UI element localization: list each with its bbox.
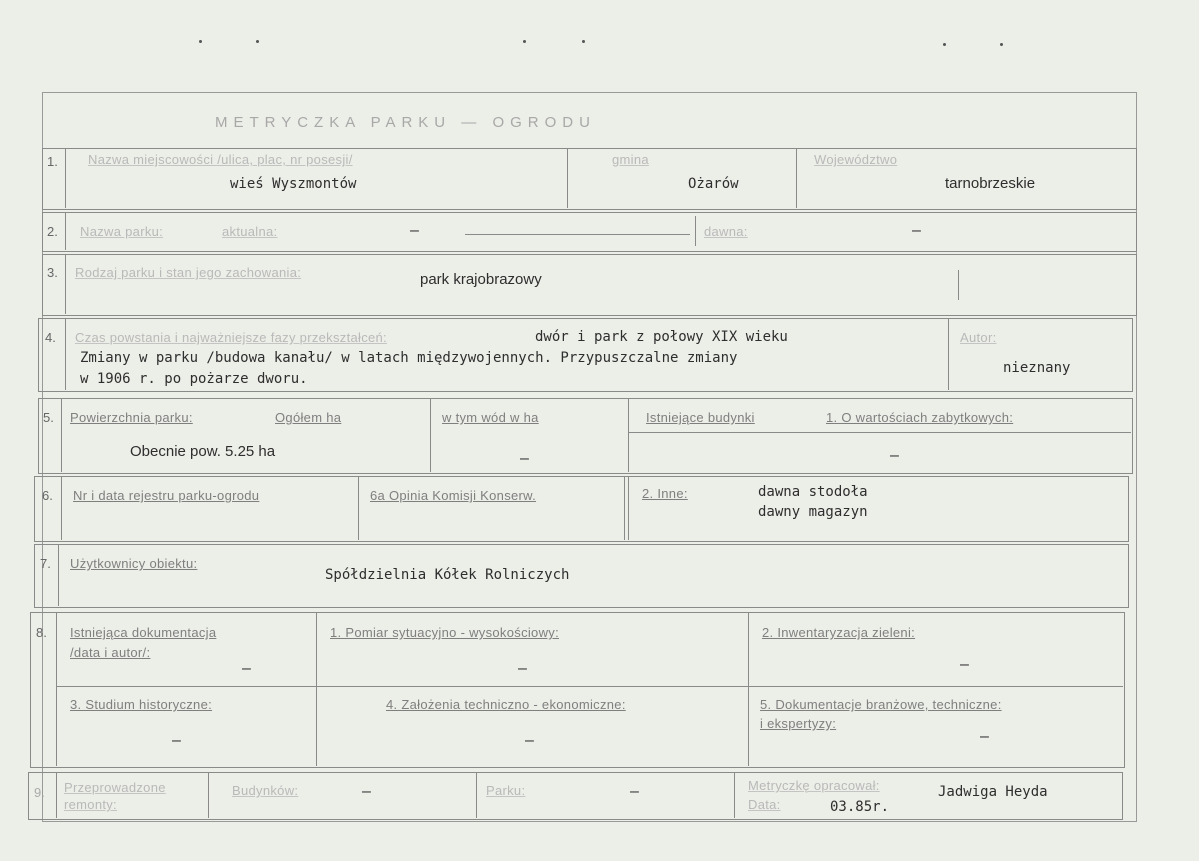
divider [476,772,477,818]
divider [628,476,629,540]
repaired-buildings-label: Budynków: [232,783,299,798]
row-number: 7. [40,556,51,571]
inventory-value: – [960,656,969,673]
repaired-park-label: Parku: [486,783,526,798]
history-line-3: w 1906 r. po pożarze dworu. [80,371,308,387]
history-line-2: Zmiany w parku /budowa kanału/ w latach międzywojennych. Przypuszczalne zmiany [80,350,738,366]
scan-speck [582,40,585,43]
survey-value: – [518,660,527,677]
divider [61,398,62,472]
row-number: 5. [43,410,54,425]
conducted-label: Przeprowadzone [64,780,166,795]
row-number: 8. [36,625,47,640]
register-label: Nr i data rejestru parku-ogrodu [73,488,260,503]
divider [624,476,625,540]
branch-docs-value: – [980,728,989,745]
park-type-value: park krajobrazowy [420,271,542,288]
scan-speck [256,40,259,43]
former-name-label: dawna: [704,224,748,239]
historic-buildings-label: 1. O wartościach zabytkowych: [826,410,1014,425]
divider [748,612,749,766]
row-number: 9. [34,785,45,800]
voivodeship-label: Województwo [814,152,898,167]
author-label: Autor: [960,330,997,345]
date-label: Data: [748,797,781,812]
survey-label: 1. Pomiar sytuacyjno - wysokościowy: [330,625,559,640]
divider [948,318,949,390]
row-6 [34,476,1129,542]
voivodeship-value: tarnobrzeskie [945,175,1036,192]
other-buildings-line-1: dawna stodoła [758,484,868,500]
divider [695,216,696,246]
row-2 [42,212,1137,252]
other-buildings-label: 2. Inne: [642,486,688,501]
row-number: 4. [45,330,56,345]
park-type-label: Rodzaj parku i stan jego zachowania: [75,265,302,280]
inventory-label: 2. Inwentaryzacja zieleni: [762,625,916,640]
divider [65,148,66,208]
current-name-value: – [410,222,419,239]
other-buildings-line-2: dawny magazyn [758,504,868,520]
repaired-buildings-value: – [362,783,371,800]
row-number: 6. [42,488,53,503]
divider [358,476,359,540]
author-value: nieznany [1003,360,1071,376]
scan-speck [943,43,946,46]
row-number: 2. [47,224,58,239]
divider [58,544,59,606]
branch-docs-label-2: i ekspertyzy: [760,716,837,731]
scan-speck [1000,43,1003,46]
history-label: Czas powstania i najważniejsze fazy przekształceń: [75,330,387,345]
prepared-by-label: Metryczkę opracował: [748,778,880,793]
total-ha-label: Ogółem ha [275,410,342,425]
users-value: Spółdzielnia Kółek Rolniczych [325,567,570,583]
prepared-by-value: Jadwiga Heyda [938,784,1048,800]
opinion-label: 6a Opinia Komisji Konserw. [370,488,537,503]
divider [65,254,66,314]
gmina-label: gmina [612,152,649,167]
divider [465,234,690,235]
divider [796,148,797,208]
location-label: Nazwa miejscowości /ulica, plac, nr posesji/ [88,152,353,167]
row-3 [42,254,1137,316]
repaired-park-value: – [630,783,639,800]
history-line-1: dwór i park z połowy XIX wieku [535,329,788,345]
technical-label: 4. Założenia techniczno - ekonomiczne: [386,697,626,712]
study-label: 3. Studium historyczne: [70,697,213,712]
study-value: – [172,732,181,749]
divider [628,432,1131,433]
documentation-value: – [242,660,251,677]
park-name-label: Nazwa parku: [80,224,164,239]
divider [65,212,66,250]
area-value: Obecnie pow. 5.25 ha [130,443,276,460]
water-label: w tym wód w ha [442,410,539,425]
technical-value: – [525,732,534,749]
row-number: 1. [47,154,58,169]
users-label: Użytkownicy obiektu: [70,556,198,571]
area-label: Powierzchnia parku: [70,410,193,425]
branch-docs-label: 5. Dokumentacje branżowe, techniczne: [760,697,1002,712]
scan-speck [199,40,202,43]
divider [61,476,62,540]
documentation-label: Istniejąca dokumentacja [70,625,217,640]
divider [56,686,1123,687]
divider [628,398,629,472]
row-number: 3. [47,265,58,280]
divider [734,772,735,818]
divider [65,318,66,390]
form-title: METRYCZKA PARKU — OGRODU [215,114,596,131]
conducted-label-2: remonty: [64,797,117,812]
water-value: – [520,450,529,467]
row-7 [34,544,1129,608]
date-value: 03.85r. [830,799,890,815]
scan-speck [523,40,526,43]
divider [56,612,57,766]
divider [208,772,209,818]
buildings-label: Istniejące budynki [646,410,755,425]
location-value: wieś Wyszmontów [230,176,357,192]
gmina-value: Ożarów [688,176,739,192]
divider [958,270,959,300]
divider [56,772,57,818]
divider [316,612,317,766]
historic-buildings-value: – [890,447,899,464]
current-name-label: aktualna: [222,224,278,239]
documentation-label-2: /data i autor/: [70,645,151,660]
divider [567,148,568,208]
divider [430,398,431,472]
former-name-value: – [912,222,921,239]
